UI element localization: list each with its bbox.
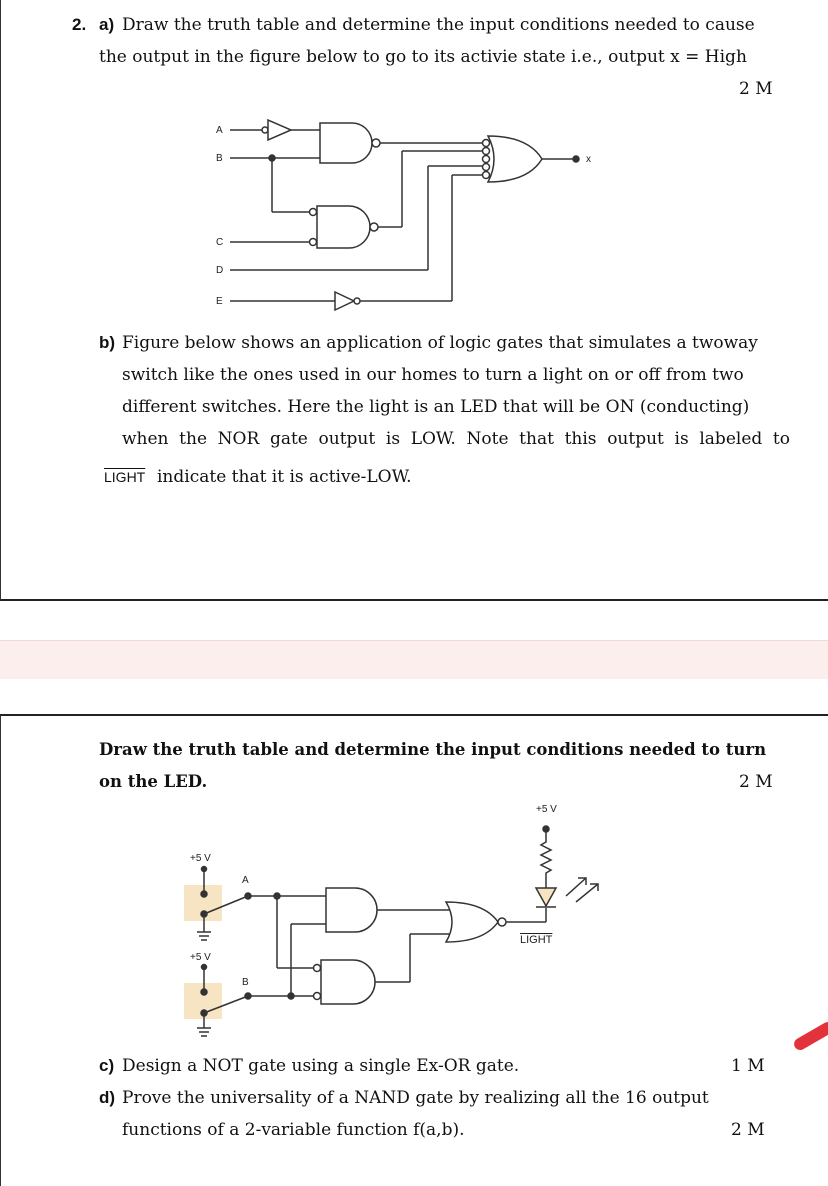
heading-marks: 2 M [739, 772, 773, 792]
vcc2-label: +5 V [190, 952, 211, 963]
part-a-line2: the output in the figure below to go to its activie state i.e., output x = High [99, 47, 747, 67]
light-output-label: LIGHT [520, 934, 553, 946]
part-b-label: b) [99, 333, 116, 352]
label-e: E [216, 296, 223, 307]
part-a-label: a) [99, 15, 115, 34]
part-b-line2: switch like the ones used in our homes to turn a light on or off from two [122, 365, 744, 385]
part-d-line1: Prove the universality of a NAND gate by realizing all the 16 output [122, 1088, 709, 1108]
label-c: C [216, 237, 224, 248]
led [536, 888, 556, 906]
label-d: D [216, 265, 224, 276]
and-gate [326, 888, 377, 932]
vcc1-label: +5 V [190, 853, 211, 864]
part-d-marks: 2 M [731, 1120, 765, 1140]
part-d-line2: functions of a 2-variable function f(a,b). [122, 1120, 465, 1140]
light-label: LIGHT [104, 469, 146, 485]
label-x: x [586, 154, 591, 165]
part-c-text: Design a NOT gate using a single Ex-OR gate. [122, 1056, 520, 1076]
part-c-marks: 1 M [731, 1056, 765, 1076]
vcc-top-label: +5 V [536, 804, 557, 815]
part-a-marks: 2 M [739, 79, 773, 99]
part-c-label: c) [99, 1056, 115, 1075]
part-b-line1: Figure below shows an application of logic gates that simulates a twoway [122, 333, 758, 353]
label-a: A [216, 125, 223, 136]
switch-a-label: A [242, 875, 249, 886]
part-d-label: d) [99, 1088, 116, 1107]
nor-gate [446, 902, 498, 942]
heading-line2: on the LED. [99, 772, 208, 791]
heading-line1: Draw the truth table and determine the input conditions needed to turn [99, 740, 767, 759]
and-gate-inverted-inputs [321, 960, 375, 1004]
part-b-line4: when the NOR gate output is LOW. Note that this output is labeled to [122, 429, 790, 449]
label-b: B [216, 153, 223, 164]
switch-b-label: B [242, 977, 249, 988]
part-b-line5: indicate that it is active-LOW. [157, 467, 412, 487]
part-a-line1: Draw the truth table and determine the input conditions needed to cause [122, 15, 755, 35]
question-number: 2. [72, 15, 87, 34]
resistor [541, 832, 551, 874]
part-b-line3: different switches. Here the light is an LED that will be ON (conducting) [122, 397, 750, 417]
